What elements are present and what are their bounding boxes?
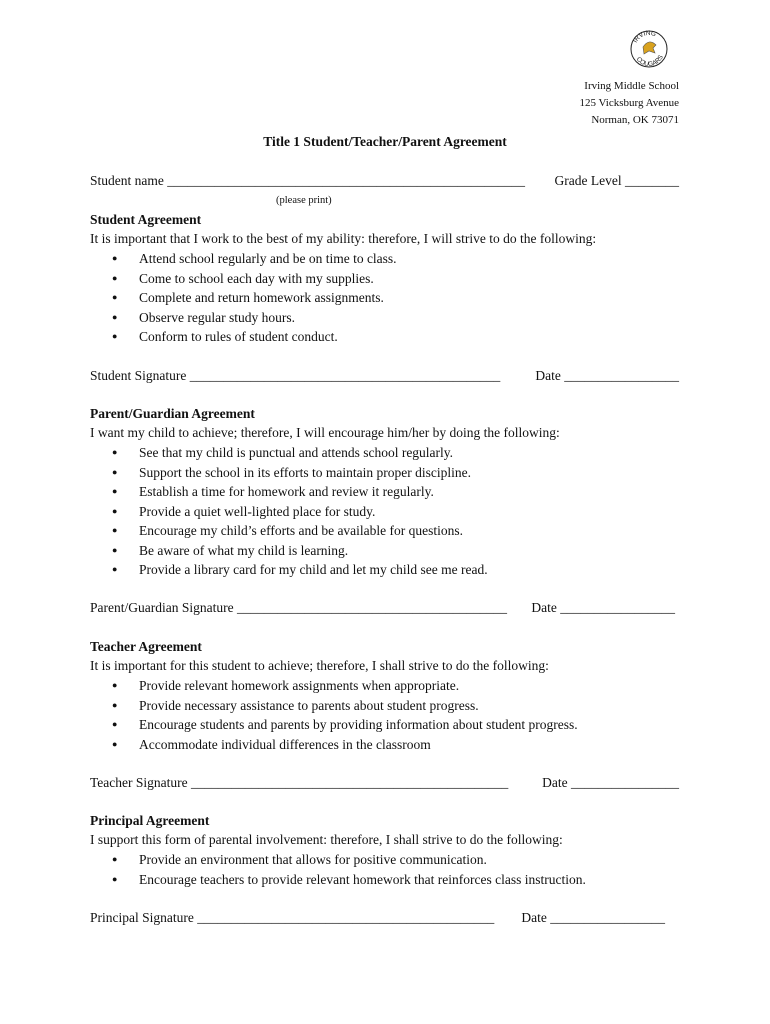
svg-text:COUGARS: COUGARS [634, 53, 665, 68]
list-item: ● Encourage teachers to provide relevant homework that reinforces class instruction. [112, 870, 586, 890]
grade-level-field[interactable]: Grade Level ________ [554, 173, 679, 188]
list-item: ● Provide relevant homework assignments when appropriate. [112, 676, 578, 696]
list-item: ● Support the school in its efforts to maintain proper discipline. [112, 463, 488, 483]
school-street: 125 Vicksburg Avenue [579, 97, 679, 109]
school-address [579, 78, 679, 129]
school-city: Norman, OK 73071 [591, 114, 679, 126]
parent-date-field[interactable]: Date _________________ [531, 600, 675, 615]
principal-agreement-heading: Principal Agreement [90, 813, 210, 828]
list-item: ● Encourage students and parents by providing information about student progress. [112, 715, 578, 735]
teacher-signature-field[interactable]: Teacher Signature _______________________________________________ [90, 775, 509, 790]
page-title: Title 1 Student/Teacher/Parent Agreement [263, 134, 507, 149]
parent-signature-field[interactable]: Parent/Guardian Signature ________________________________________ [90, 600, 507, 615]
please-print-note: (please print) [276, 195, 332, 206]
teacher-agreement-intro: It is important for this student to achieve; therefore, I shall strive to do the following: [90, 658, 549, 673]
list-item: ● Observe regular study hours. [112, 308, 397, 328]
list-item: ● Provide a quiet well-lighted place for study. [112, 502, 488, 522]
teacher-agreement-heading: Teacher Agreement [90, 639, 202, 654]
svg-text:IRVING: IRVING [631, 30, 657, 45]
student-signature-field[interactable]: Student Signature ______________________________________________ [90, 368, 501, 383]
parent-agreement-heading: Parent/Guardian Agreement [90, 406, 255, 421]
school-logo [629, 30, 669, 68]
list-item: ● Attend school regularly and be on time to class. [112, 249, 397, 269]
principal-date-field[interactable]: Date _________________ [521, 910, 665, 925]
list-item: ● Come to school each day with my supplies. [112, 269, 397, 289]
principal-agreement-list [112, 850, 586, 889]
student-name-field[interactable]: Student name _____________________________________________________ [90, 173, 525, 188]
principal-signature-field[interactable]: Principal Signature ____________________________________________ [90, 910, 495, 925]
school-name: Irving Middle School [584, 80, 679, 92]
principal-agreement-intro: I support this form of parental involvement: therefore, I shall strive to do the following: [90, 832, 563, 847]
list-item: ● See that my child is punctual and attends school regularly. [112, 443, 488, 463]
list-item: ● Provide a library card for my child and let my child see me read. [112, 560, 488, 580]
student-agreement-list [112, 249, 397, 347]
teacher-agreement-list [112, 676, 578, 754]
list-item: ● Conform to rules of student conduct. [112, 327, 397, 347]
student-agreement-intro: It is important that I work to the best of my ability: therefore, I will strive to do the following: [90, 231, 597, 246]
list-item: ● Encourage my child’s efforts and be available for questions. [112, 521, 488, 541]
teacher-date-field[interactable]: Date ________________ [542, 775, 679, 790]
list-item: ● Accommodate individual differences in the classroom [112, 735, 578, 755]
list-item: ● Establish a time for homework and review it regularly. [112, 482, 488, 502]
list-item: ● Complete and return homework assignments. [112, 288, 397, 308]
parent-agreement-list [112, 443, 488, 580]
list-item: ● Be aware of what my child is learning. [112, 541, 488, 561]
student-agreement-heading: Student Agreement [90, 212, 202, 227]
student-date-field[interactable]: Date _________________ [535, 368, 679, 383]
list-item: ● Provide an environment that allows for positive communication. [112, 850, 586, 870]
parent-agreement-intro: I want my child to achieve; therefore, I will encourage him/her by doing the following: [90, 425, 560, 440]
list-item: ● Provide necessary assistance to parents about student progress. [112, 696, 578, 716]
